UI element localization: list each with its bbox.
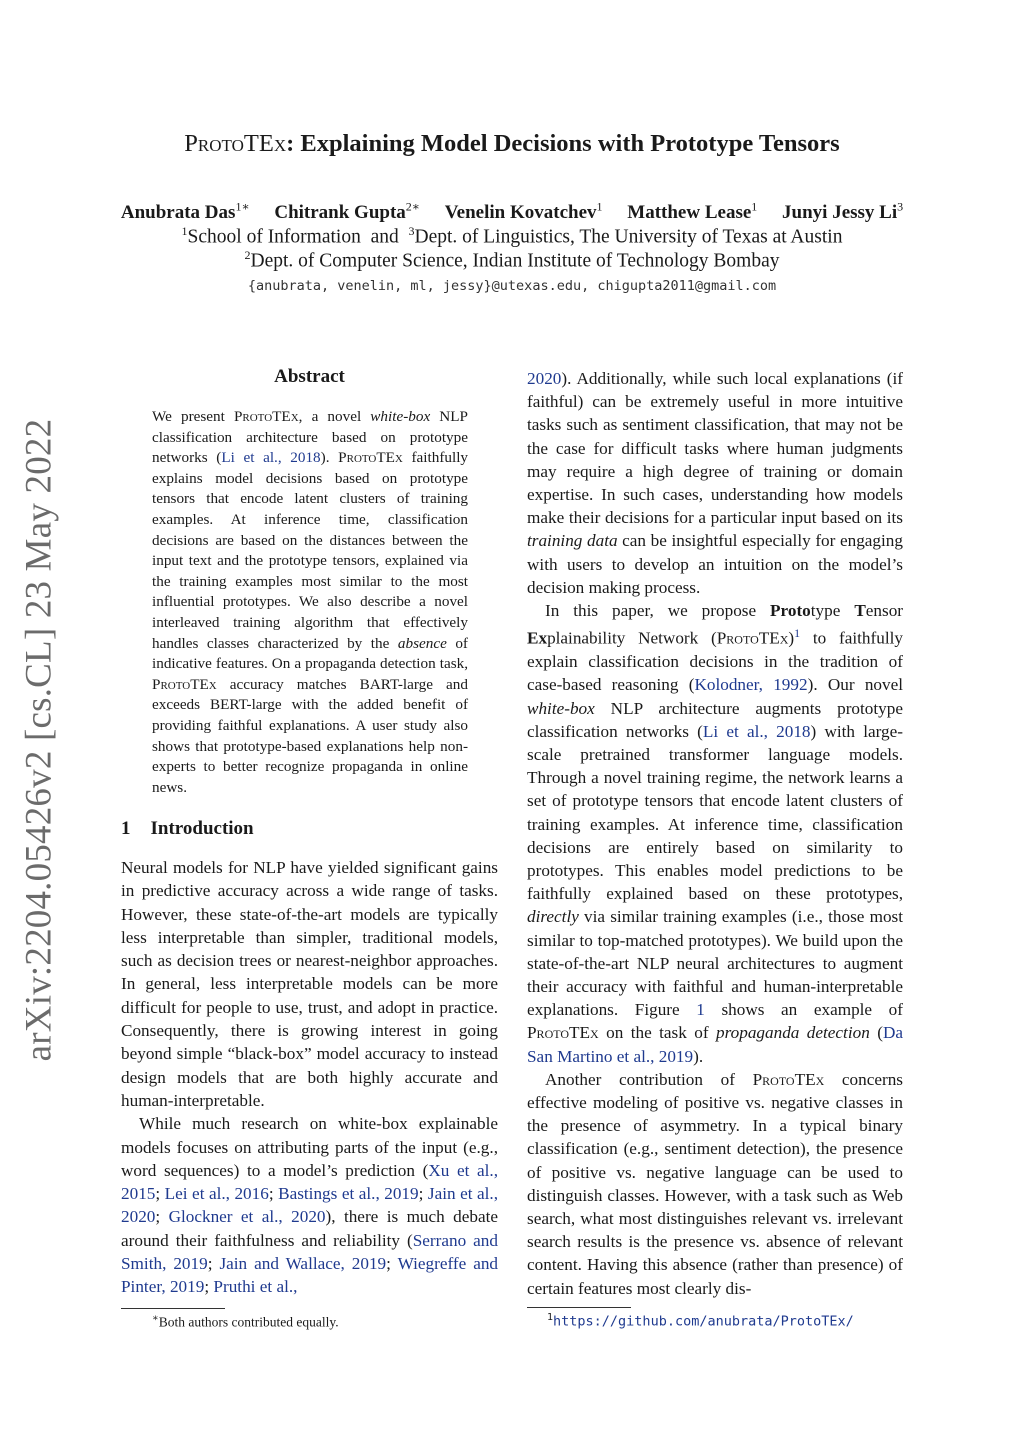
title-rest: : Explaining Model Decisions with Prototype Tensors [286,130,840,157]
author-list [0,200,1024,224]
right-column-body [527,367,903,1300]
footnote-rule-left [121,1308,225,1309]
citation-link[interactable]: Wiegreffe and Pinter, 2019 [121,1254,499,1297]
citation-link[interactable]: Pruthi et al., [213,1277,298,1297]
affiliation-line-2: $^2$Dept. of Computer Science, Indian Institute of Technology Bombay [244,248,780,272]
citation-link[interactable]: Da San Martino et al., 2019 [527,1023,903,1066]
citation-link[interactable]: Bastings et al., 2019 [278,1184,419,1204]
author: Matthew Lease$^1$ [627,200,758,224]
abstract-heading: Abstract [274,366,345,387]
author: Junyi Jessy Li$^3$ [782,200,904,224]
arxiv-id: arXiv:2204.05426v2 [cs.CL] 23 May 2022 [18,418,60,1062]
github-url-link[interactable]: https://github.com/anubrata/ProtoTEx/ [553,1313,854,1330]
citation-link[interactable]: 2020 [527,369,562,388]
author-emails: {anubrata, venelin, ml, jessy}@utexas.edu, chigupta2011@gmail.com [247,278,777,294]
section-number: 1 [121,818,131,839]
paragraph: In this paper, we propose Prototype Tensor Explainability Network (ProtoTEx)$^1$ to faithfully explain classification decisions in the tradition of case-based reasoning (Kolodner, 1992). Our novel white-box NLP architecture augments prototype classification networks (Li et al., 2018) with large-scale pretrained transformer language models. Through a novel training regime, the network learns a set of prototype tensors that encode latent clusters of training examples. At inference time, classification decisions are entirely based on similarity to prototypes. This enables model predictions to be faithfully explained based on these prototypes, directly via similar training examples (i.e., those most similar to top-matched prototypes). We build upon the state-of-the-art NLP neural architectures to augment their accuracy with faithful and human-interpretable explanations. Figure 1 shows an example of ProtoTEx on the task of propaganda detection (Da San Martino et al., 2019). [527,601,904,1066]
system-name: ProtoTEx [752,1069,825,1089]
citation-link[interactable]: Serrano and Smith, 2019 [121,1230,498,1274]
section-title: Introduction [150,818,254,839]
figure-link[interactable]: 1 [696,1000,705,1020]
paragraph: 2020). Additionally, while such local explanations (if faithful) can be extremely useful in more intuitive tasks such as sentiment classification, that may not be the case for difficult tasks where human judgments may require a high degree of training or domain expertise. In such cases, understanding how models make their decisions for a particular input based on its training data can be insightful especially for engaging with users to develop an intuition on the model’s decision making process. [527,369,903,597]
citation-link[interactable]: Lei et al., 2016 [164,1184,269,1204]
section-heading [121,818,254,840]
paper-title [0,130,1024,158]
system-name: ProtoTEx [527,1023,599,1043]
system-name: ProtoTEx [152,675,217,693]
abstract-body: We present ProtoTEx, a novel white-box NLP classification architecture based on prototype networks (Li et al., 2018). ProtoTEx faithfully explains model decisions based on prototype tensors that encode latent clusters of training examples. At inference time, classification decisions are based on the distances between the input text and the prototype tensors, explained via the training examples most similar to the most influential prototypes. We also describe a novel interleaved training algorithm that effectively handles classes characterized by the absence of indicative features. On a propaganda detection task, ProtoTEx accuracy matches BART-large and exceeds BERT-large with the added benefit of providing faithful explanations. A user study also shows that prototype-based explanations help non-experts to better recognize propaganda in online news. [152,408,469,796]
author: Anubrata Das$^{1∗}$ [120,200,250,224]
affiliation-line-1: $^1$School of Information and $^3$Dept. of Linguistics, The University of Texas at Austin [181,224,843,248]
system-name: ProtoTEx [233,408,299,425]
paragraph: While much research on white-box explainable models focuses on attributing parts of the input (e.g., word sequences) to a model’s prediction (Xu et al., 2015; Lei et al., 2016; Bastings et al., 2019; Jain et al., 2020; Glockner et al., 2020), there is much debate around their faithfulness and reliability (Serrano and Smith, 2019; Jain and Wallace, 2019; Wiegreffe and Pinter, 2019; Pruthi et al., [121,1114,499,1297]
system-name: ProtoTEx [184,130,287,157]
author: Chitrank Gupta$^{2∗}$ [274,200,420,224]
footnote-rule-right [527,1307,631,1308]
footnote-left: ∗Both authors contributed equally. [152,1313,339,1330]
citation-link[interactable]: Jain and Wallace, 2019 [219,1254,387,1274]
citation-link[interactable]: Li et al., 2018 [221,449,321,467]
author: Venelin Kovatchev$^1$ [444,200,603,224]
citation-link[interactable]: Xu et al., 2015 [121,1160,498,1204]
paragraph: Another contribution of ProtoTEx concerns effective modeling of positive vs. negative classes in the presence of asymmetry. In a typical binary classification (e.g., sentiment detection), the presence of positive vs. negative language can be used to distinguish classes. However, with a task such as Web search, what most distinguishes relevant vs. irrelevant search results is the presence vs. absence of relevant content. Having this absence (rather than presence) of certain features most clearly dis- [527,1069,903,1298]
system-name: ProtoTEx [716,628,789,648]
footnote-link[interactable]: 1 [794,626,801,641]
citation-link[interactable]: Jain et al., 2020 [121,1184,498,1227]
citation-link[interactable]: Li et al., 2018 [702,721,811,741]
system-name: ProtoTEx [338,449,403,467]
arxiv-sidebar [14,420,64,1060]
citation-link[interactable]: Kolodner, 1992 [694,675,808,695]
paragraph: Neural models for NLP have yielded significant gains in predictive accuracy across a wide range of tasks. However, these state-of-the-art models are typically less interpretable than simpler, traditional models, such as decision trees or nearest-neighbor approaches. In general, less interpretable models can be more difficult for people to use, trust, and adopt in practice. Consequently, there is growing interest in going beyond simple “black-box” model accuracy to instead design models that are both highly accurate and human-interpretable. [121,858,498,1110]
citation-link[interactable]: Glockner et al., 2020 [168,1207,326,1227]
left-column-body [121,856,498,1299]
footnote-right: $^1$https://github.com/anubrata/ProtoTEx/ [547,1312,854,1330]
